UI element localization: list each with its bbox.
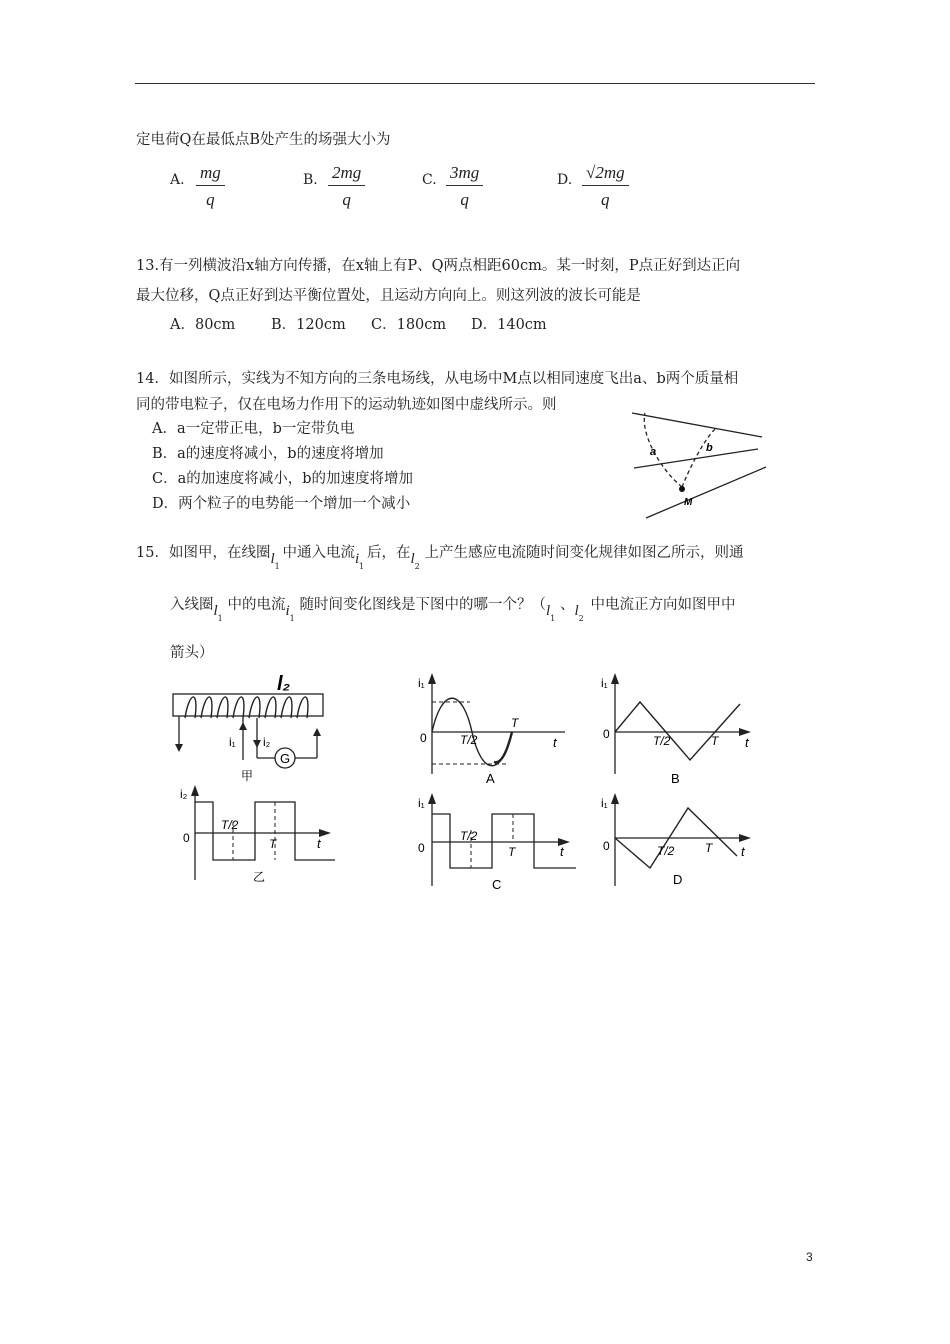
c-ylabel: i₁ xyxy=(418,796,425,810)
symbol-i: i xyxy=(285,603,290,619)
q15-line2-a: 入线圈 xyxy=(170,597,214,613)
graph-d xyxy=(595,790,760,895)
field-line-1 xyxy=(632,413,762,437)
graph-a xyxy=(410,672,575,787)
label-b: b xyxy=(706,442,713,454)
q13-line2: 最大位移，Q点正好到达平衡位置处，且运动方向向上。则这列波的波长可能是 xyxy=(136,288,641,304)
b-y-arrow-icon xyxy=(611,673,619,684)
symbol-l: l xyxy=(546,603,551,619)
label-a: a xyxy=(650,446,657,458)
arrow-down-i2-icon xyxy=(253,740,261,748)
q12-option-d-num: √2mg xyxy=(582,163,629,186)
q12-option-b-den: q xyxy=(342,190,351,209)
d-ylabel: i₁ xyxy=(601,796,608,810)
jia-caption: 甲 xyxy=(241,769,254,783)
symbol-l: l xyxy=(270,551,275,567)
q12-option-d-den: q xyxy=(601,190,610,209)
yi-period: T xyxy=(269,837,277,851)
q14-option-a: A．a一定带正电，b一定带负电 xyxy=(152,421,355,437)
symbol-l: l xyxy=(410,551,415,567)
symbol-l: l xyxy=(213,603,218,619)
q12-option-b-num: 2mg xyxy=(328,163,365,186)
q15-symbol-l1c xyxy=(546,597,560,623)
q15-line1-a: 15．如图甲，在线圈 xyxy=(136,545,271,561)
field-line-3 xyxy=(646,467,766,518)
a-origin: 0 xyxy=(420,731,427,745)
yi-xlabel: t xyxy=(317,836,321,851)
b-caption: B xyxy=(671,771,680,786)
symbol-i: i xyxy=(354,551,360,567)
graph-yi xyxy=(175,782,340,887)
c-origin: 0 xyxy=(418,841,425,855)
q12-option-a-fraction xyxy=(196,163,225,210)
q15-line1 xyxy=(136,541,744,571)
c-caption: C xyxy=(492,877,502,892)
d-origin: 0 xyxy=(603,839,610,853)
c-period: T xyxy=(508,845,516,859)
d-y-arrow-icon xyxy=(611,793,619,804)
yi-half: T/2 xyxy=(221,818,239,832)
a-y-arrow-icon xyxy=(428,673,436,684)
q15-line2-c: 随时间变化图线是下图中的哪一个？（ xyxy=(299,597,546,613)
yi-origin: 0 xyxy=(183,831,190,845)
d-xlabel: t xyxy=(741,844,745,859)
c-xlabel: t xyxy=(560,844,564,859)
i1-label: i₁ xyxy=(229,735,236,749)
q14-option-c: C．a的加速度将减小，b的加速度将增加 xyxy=(152,471,414,487)
d-period: T xyxy=(705,841,713,855)
q15-symbol-i1 xyxy=(354,545,367,571)
q14-option-b: B．a的速度将减小，b的速度将增加 xyxy=(152,446,384,462)
q15-symbol-l2 xyxy=(410,545,424,571)
coil-windings xyxy=(185,697,308,718)
c-y-arrow-icon xyxy=(428,793,436,804)
yi-x-arrow-icon xyxy=(319,829,331,837)
yi-y-arrow-icon xyxy=(191,785,199,796)
q13-option-b: B．120cm xyxy=(271,317,346,333)
q15-line2 xyxy=(170,593,736,623)
q13-line1: 13.有一列横波沿x轴方向传播，在x轴上有P、Q两点相距60cm。某一时刻，P点正好到达正向 xyxy=(136,258,741,274)
b-waveform xyxy=(615,702,740,760)
symbol-l: l xyxy=(574,603,579,619)
arrow-up-right-icon xyxy=(313,728,321,736)
d-x-arrow-icon xyxy=(739,834,751,842)
c-half: T/2 xyxy=(460,829,478,843)
q15-symbol-i1b xyxy=(285,597,300,623)
q13-option-d: D．140cm xyxy=(471,317,547,333)
a-waveform-emphasis xyxy=(494,732,512,762)
q15-line2-e: 中电流正方向如图甲中 xyxy=(590,597,736,613)
a-period: T xyxy=(511,716,519,730)
a-caption: A xyxy=(486,771,495,786)
header-rule xyxy=(135,83,815,84)
a-half: T/2 xyxy=(460,733,478,747)
q12-option-a-label: A. xyxy=(170,172,185,188)
symbol-sub: 1 xyxy=(289,614,295,623)
d-caption: D xyxy=(673,872,683,887)
page-number: 3 xyxy=(806,1250,813,1264)
q15-line2-b: 中的电流 xyxy=(227,597,286,613)
yi-ylabel: i₂ xyxy=(180,787,188,801)
q15-line1-d: 上产生感应电流随时间变化规律如图乙所示，则通 xyxy=(424,545,744,561)
q14-option-d: D．两个粒子的电势能一个增加一个减小 xyxy=(152,496,411,512)
coil-label: l₂ xyxy=(277,673,291,695)
symbol-sub: 2 xyxy=(414,562,420,571)
q15-symbol-l1b xyxy=(213,597,228,623)
q15-line1-b: 中通入电流 xyxy=(282,545,355,561)
graph-b xyxy=(595,672,760,787)
b-xlabel: t xyxy=(745,735,749,750)
i2-label: i₂ xyxy=(263,735,271,749)
a-xlabel: t xyxy=(553,735,557,750)
q15-line3: 箭头） xyxy=(170,645,214,661)
c-waveform xyxy=(432,814,576,868)
q12-option-c-fraction xyxy=(446,163,483,210)
q12-option-a-den: q xyxy=(206,190,215,209)
graph-c xyxy=(410,790,580,895)
q15-line1-c: 后，在 xyxy=(366,545,411,561)
symbol-sub: 1 xyxy=(550,614,556,623)
b-origin: 0 xyxy=(603,727,610,741)
b-half: T/2 xyxy=(653,734,671,748)
q12-option-d-label: D. xyxy=(557,172,573,188)
q12-option-c-label: C. xyxy=(422,172,437,188)
symbol-sub: 1 xyxy=(274,562,280,571)
q12-text: 定电荷Q在最低点B处产生的场强大小为 xyxy=(136,132,391,148)
arrow-up-i1-icon xyxy=(239,722,247,730)
d-half: T/2 xyxy=(657,844,675,858)
symbol-sub: 1 xyxy=(217,614,223,623)
q13-option-a: A．80cm xyxy=(170,317,236,333)
q14-field-figure xyxy=(620,405,770,525)
q12-option-c-den: q xyxy=(460,190,469,209)
q13-option-c: C．180cm xyxy=(371,317,447,333)
q12-option-b-label: B. xyxy=(303,172,318,188)
symbol-sub: 1 xyxy=(359,562,365,571)
point-m xyxy=(679,486,685,492)
q12-option-a-num: mg xyxy=(196,163,225,186)
q12-option-b-fraction xyxy=(328,163,365,210)
b-ylabel: i₁ xyxy=(601,676,608,690)
label-m: M xyxy=(684,497,693,508)
galvanometer-label: G xyxy=(280,751,291,766)
b-period: T xyxy=(711,734,719,748)
q14-line2: 同的带电粒子，仅在电场力作用下的运动轨迹如图中虚线所示。则 xyxy=(136,397,557,413)
figure-jia xyxy=(165,672,340,784)
q14-line1: 14．如图所示，实线为不知方向的三条电场线，从电场中M点以相同速度飞出a、b两个质量相 xyxy=(136,371,739,387)
q15-symbol-l2b xyxy=(574,597,591,623)
symbol-sub: 2 xyxy=(578,614,584,623)
yi-caption: 乙 xyxy=(253,870,266,884)
yi-waveform xyxy=(195,802,335,860)
q12-option-d-fraction xyxy=(582,163,629,210)
arrow-down-left-icon xyxy=(175,744,183,752)
q12-option-c-num: 3mg xyxy=(446,163,483,186)
q15-line2-d: 、 xyxy=(560,597,575,613)
a-ylabel: i₁ xyxy=(418,676,425,690)
q15-symbol-l1 xyxy=(270,545,282,571)
